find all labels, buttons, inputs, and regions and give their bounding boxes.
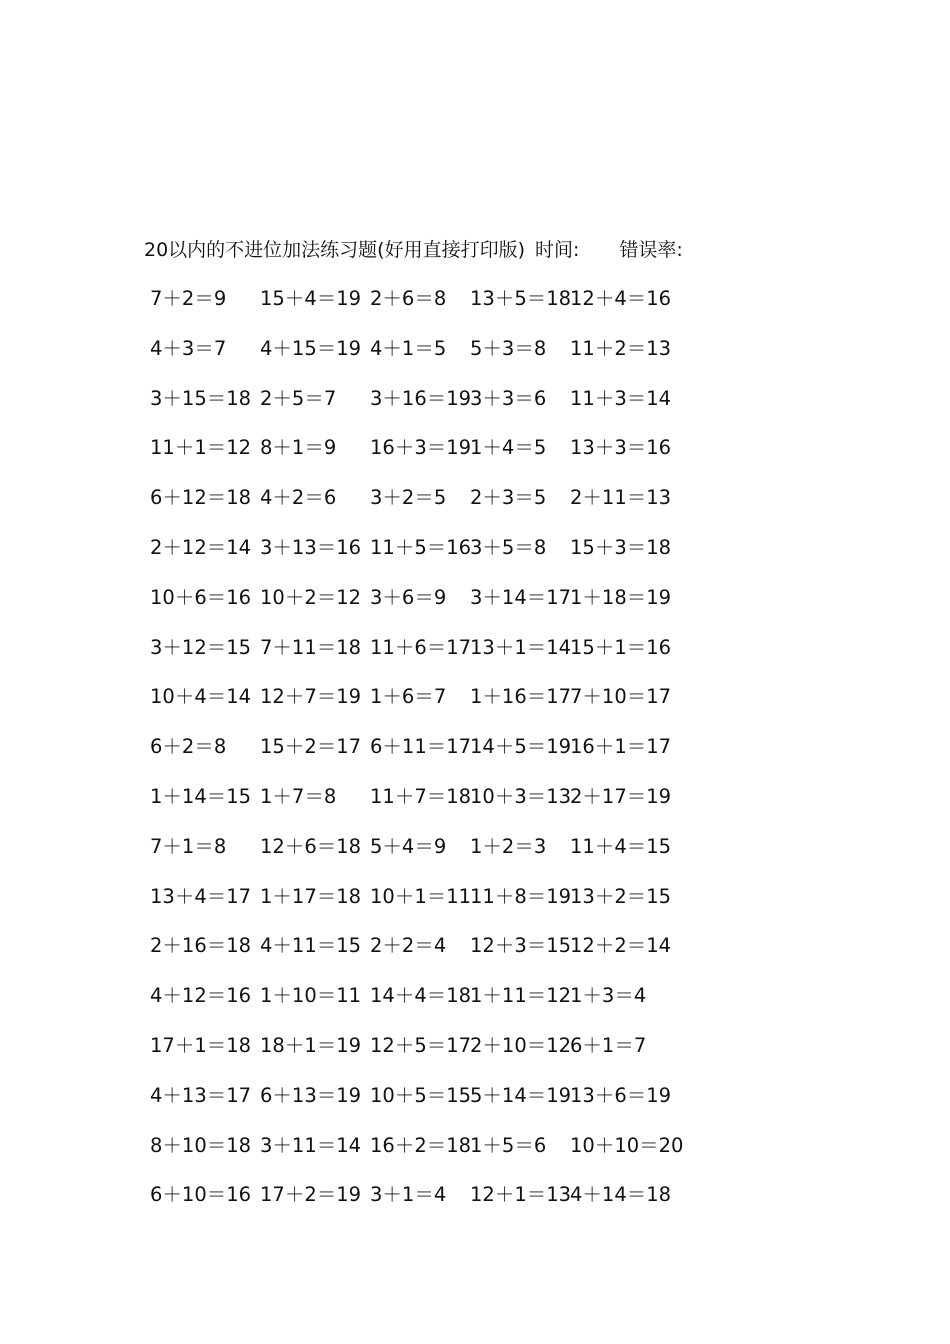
problem-cell: 10＋2＝12 xyxy=(260,585,362,609)
problem-cell: 7＋1＝8 xyxy=(150,834,227,858)
error-rate-label: 错误率: xyxy=(619,239,683,261)
problem-cell: 1＋16＝17 xyxy=(470,685,572,709)
problem-cell: 2＋10＝12 xyxy=(470,1033,572,1057)
problem-cell: 13＋2＝15 xyxy=(570,884,672,908)
problem-row xyxy=(0,1081,950,1131)
problem-cell: 4＋2＝6 xyxy=(260,486,337,510)
problem-cell: 15＋2＝17 xyxy=(260,735,362,759)
problem-cell: 15＋3＝18 xyxy=(570,535,672,559)
problem-row xyxy=(0,931,950,981)
problem-cell: 1＋18＝19 xyxy=(570,585,672,609)
problem-cell: 3＋12＝15 xyxy=(150,635,252,659)
problem-cell: 6＋1＝7 xyxy=(570,1033,647,1057)
problem-cell: 4＋3＝7 xyxy=(150,336,227,360)
problem-row xyxy=(0,334,950,384)
problem-cell: 2＋17＝19 xyxy=(570,784,672,808)
problem-row xyxy=(0,832,950,882)
problem-cell: 1＋6＝7 xyxy=(370,685,447,709)
problem-cell: 3＋15＝18 xyxy=(150,386,252,410)
problem-row xyxy=(0,633,950,683)
problem-row xyxy=(0,682,950,732)
problem-cell: 5＋4＝9 xyxy=(370,834,447,858)
problem-cell: 3＋13＝16 xyxy=(260,535,362,559)
problem-cell: 2＋3＝5 xyxy=(470,486,547,510)
problem-cell: 11＋4＝15 xyxy=(570,834,672,858)
problem-cell: 6＋12＝18 xyxy=(150,486,252,510)
problem-cell: 11＋8＝19 xyxy=(470,884,572,908)
problem-cell: 8＋1＝9 xyxy=(260,436,337,460)
problem-row xyxy=(0,533,950,583)
problem-cell: 4＋11＝15 xyxy=(260,934,362,958)
problem-cell: 1＋5＝6 xyxy=(470,1133,547,1157)
problem-cell: 16＋2＝18 xyxy=(370,1133,472,1157)
problem-cell: 1＋2＝3 xyxy=(470,834,547,858)
problem-cell: 4＋1＝5 xyxy=(370,336,447,360)
problem-row xyxy=(0,433,950,483)
problem-cell: 6＋13＝19 xyxy=(260,1083,362,1107)
problem-cell: 2＋11＝13 xyxy=(570,486,672,510)
problem-cell: 12＋7＝19 xyxy=(260,685,362,709)
problem-cell: 17＋1＝18 xyxy=(150,1033,252,1057)
problem-cell: 12＋1＝13 xyxy=(470,1183,572,1207)
problem-cell: 15＋1＝16 xyxy=(570,635,672,659)
problem-cell: 11＋1＝12 xyxy=(150,436,252,460)
problem-cell: 1＋10＝11 xyxy=(260,984,362,1008)
problem-cell: 3＋6＝9 xyxy=(370,585,447,609)
problem-cell: 4＋12＝16 xyxy=(150,984,252,1008)
problem-cell: 3＋3＝6 xyxy=(470,386,547,410)
problem-cell: 7＋10＝17 xyxy=(570,685,672,709)
problem-cell: 11＋5＝16 xyxy=(370,535,472,559)
problem-cell: 12＋4＝16 xyxy=(570,287,672,310)
problem-cell: 6＋10＝16 xyxy=(150,1183,252,1207)
problem-row xyxy=(0,483,950,533)
problem-cell: 16＋1＝17 xyxy=(570,735,672,759)
problem-cell: 11＋7＝18 xyxy=(370,784,472,808)
worksheet-header xyxy=(144,236,683,264)
problem-cell: 10＋10＝20 xyxy=(570,1133,684,1157)
problem-cell: 3＋16＝19 xyxy=(370,386,472,410)
problem-cell: 6＋11＝17 xyxy=(370,735,472,759)
problem-cell: 12＋2＝14 xyxy=(570,934,672,958)
problem-grid xyxy=(0,284,950,1230)
problem-row xyxy=(0,1031,950,1081)
problem-cell: 2＋5＝7 xyxy=(260,386,337,410)
problem-cell: 13＋3＝16 xyxy=(570,436,672,460)
problem-cell: 1＋7＝8 xyxy=(260,784,337,808)
problem-cell: 1＋14＝15 xyxy=(150,784,252,808)
problem-cell: 4＋13＝17 xyxy=(150,1083,252,1107)
problem-cell: 6＋2＝8 xyxy=(150,735,227,759)
problem-cell: 10＋1＝11 xyxy=(370,884,472,908)
problem-cell: 3＋14＝17 xyxy=(470,585,572,609)
problem-cell: 13＋4＝17 xyxy=(150,884,252,908)
worksheet-title: 20以内的不进位加法练习题(好用直接打印版) xyxy=(144,239,526,261)
problem-cell: 1＋17＝18 xyxy=(260,884,362,908)
problem-cell: 10＋3＝13 xyxy=(470,784,572,808)
problem-cell: 3＋11＝14 xyxy=(260,1133,362,1157)
problem-cell: 7＋2＝9 xyxy=(150,287,227,310)
problem-cell: 3＋2＝5 xyxy=(370,486,447,510)
problem-cell: 13＋6＝19 xyxy=(570,1083,672,1107)
problem-cell: 2＋16＝18 xyxy=(150,934,252,958)
problem-row xyxy=(0,1180,950,1230)
problem-cell: 4＋14＝18 xyxy=(570,1183,672,1207)
problem-cell: 16＋3＝19 xyxy=(370,436,472,460)
problem-cell: 1＋11＝12 xyxy=(470,984,572,1008)
problem-cell: 11＋3＝14 xyxy=(570,386,672,410)
problem-cell: 7＋11＝18 xyxy=(260,635,362,659)
problem-row xyxy=(0,1131,950,1181)
problem-cell: 10＋5＝15 xyxy=(370,1083,472,1107)
problem-cell: 2＋6＝8 xyxy=(370,287,447,310)
problem-cell: 14＋5＝19 xyxy=(470,735,572,759)
problem-cell: 3＋1＝4 xyxy=(370,1183,447,1207)
problem-cell: 10＋4＝14 xyxy=(150,685,252,709)
problem-cell: 3＋5＝8 xyxy=(470,535,547,559)
problem-cell: 11＋6＝17 xyxy=(370,635,472,659)
problem-cell: 2＋2＝4 xyxy=(370,934,447,958)
problem-cell: 18＋1＝19 xyxy=(260,1033,362,1057)
problem-cell: 4＋15＝19 xyxy=(260,336,362,360)
problem-cell: 12＋6＝18 xyxy=(260,834,362,858)
problem-cell: 13＋1＝14 xyxy=(470,635,572,659)
problem-row xyxy=(0,284,950,334)
problem-cell: 14＋4＝18 xyxy=(370,984,472,1008)
problem-cell: 1＋3＝4 xyxy=(570,984,647,1008)
problem-cell: 5＋14＝19 xyxy=(470,1083,572,1107)
problem-cell: 2＋12＝14 xyxy=(150,535,252,559)
problem-row xyxy=(0,981,950,1031)
problem-cell: 5＋3＝8 xyxy=(470,336,547,360)
problem-cell: 12＋5＝17 xyxy=(370,1033,472,1057)
problem-row xyxy=(0,384,950,434)
time-label: 时间: xyxy=(535,239,580,261)
problem-cell: 15＋4＝19 xyxy=(260,287,362,310)
problem-cell: 11＋2＝13 xyxy=(570,336,672,360)
problem-cell: 1＋4＝5 xyxy=(470,436,547,460)
problem-cell: 13＋5＝18 xyxy=(470,287,572,310)
problem-row xyxy=(0,732,950,782)
problem-cell: 17＋2＝19 xyxy=(260,1183,362,1207)
problem-row xyxy=(0,583,950,633)
problem-cell: 12＋3＝15 xyxy=(470,934,572,958)
problem-row xyxy=(0,882,950,932)
problem-cell: 10＋6＝16 xyxy=(150,585,252,609)
problem-row xyxy=(0,782,950,832)
problem-cell: 8＋10＝18 xyxy=(150,1133,252,1157)
